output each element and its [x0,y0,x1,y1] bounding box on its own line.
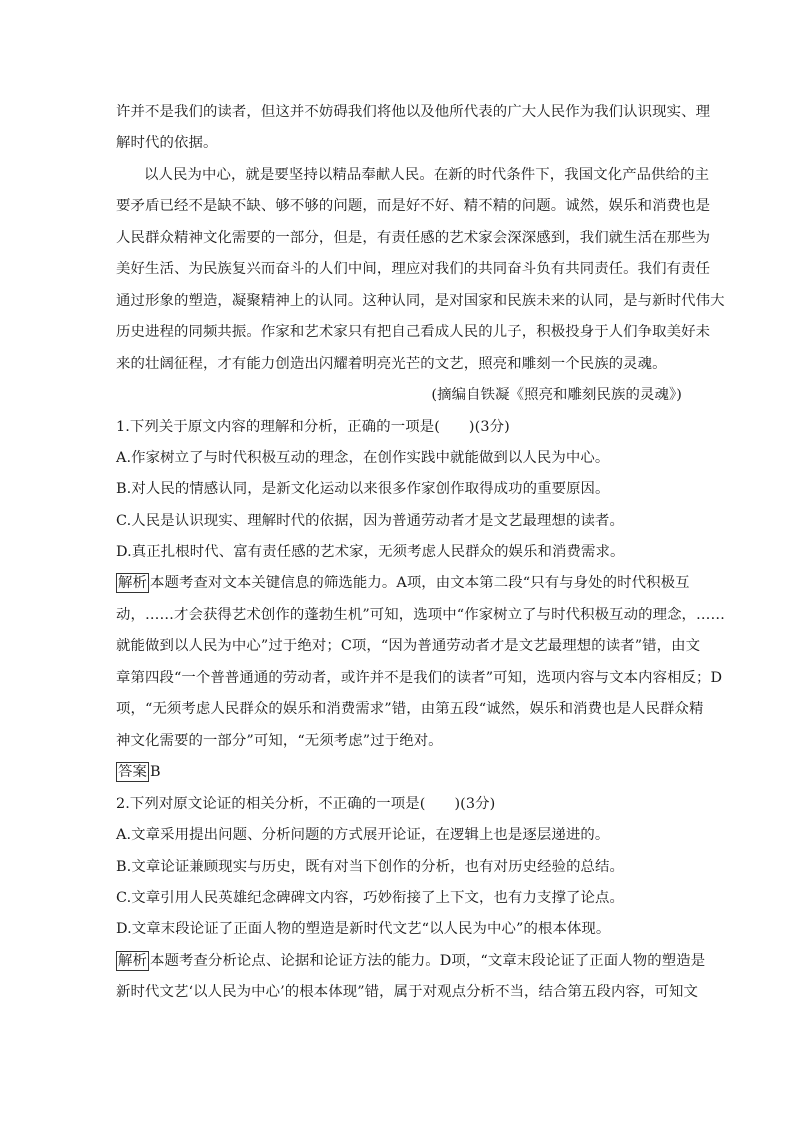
source-citation: (摘编自铁凝《照亮和雕刻民族的灵魂》) [431,387,682,403]
question-2-stem: 2.下列对原文论证的相关分析，不正确的一项是( )(3分) [116,796,496,812]
q1-analysis-line: 动，……才会获得艺术创作的蓬勃生机”可知，选项中“作家树立了与时代积极互动的理念，…… [116,607,726,623]
passage-line: 要矛盾已经不是缺不缺、够不够的问题，而是好不好、精不精的问题。诚然，娱乐和消费也是 [116,198,711,214]
passage-line: 通过形象的塑造，凝聚精神上的认同。这种认同，是对国家和民族未来的认同，是与新时代伟大 [116,293,725,309]
q1-analysis-text: 本题考查对文本关键信息的筛选能力。A项，由文本第二段“只有与身处的时代积极互 [149,575,690,591]
q2-option-d: D.文章末段论证了正面人物的塑造是新时代文艺“以人民为中心”的根本体现。 [116,921,611,937]
q2-option-c: C.文章引用人民英雄纪念碑碑文内容，巧妙衔接了上下文，也有力支撑了论点。 [116,890,624,906]
q2-analysis-line: 新时代文艺‘以人民为中心’的根本体现”错，属于对观点分析不当，结合第五段内容，可知文 [116,984,698,1000]
q2-analysis-text: 本题考查分析论点、论据和论证方法的能力。D项，“文章末段论证了正面人物的塑造是 [149,953,706,969]
q2-option-a: A.文章采用提出问题、分析问题的方式展开论证，在逻辑上也是逐层递进的。 [116,827,610,843]
q1-option-c: C.人民是认识现实、理解时代的依据，因为普通劳动者才是文艺最理想的读者。 [116,513,624,529]
passage-line: 历史进程的同频共振。作家和艺术家只有把自己看成人民的儿子，积极投身于人们争取美好未 [116,324,711,340]
q2-analysis-line [116,951,706,971]
q2-option-b: B.文章论证兼顾现实与历史，既有对当下创作的分析，也有对历史经验的总结。 [116,859,625,875]
q1-answer-line [116,762,682,782]
q1-option-a: A.作家树立了与时代积极互动的理念，在创作实践中就能做到以人民为中心。 [116,450,610,466]
q1-answer-value: B [149,764,161,780]
passage-line: 以人民为中心，就是要坚持以精品奉献人民。在新的时代条件下，我国文化产品供给的主 [144,167,710,183]
q1-analysis-line: 章第四段“一个普普通通的劳动者，或许并不是我们的读者”可知，选项内容与文本内容相反；D [116,670,723,686]
q1-analysis-line: 神文化需要的一部分”可知，“无须考虑”过于绝对。 [116,733,443,749]
question-1-stem: 1.下列关于原文内容的理解和分析，正确的一项是( )(3分) [116,419,510,435]
answer-tag: 答案 [118,764,147,780]
passage-line: 来的壮阔征程，才有能力创造出闪耀着明亮光芒的文艺，照亮和雕刻一个民族的灵魂。 [116,356,667,372]
passage-line: 解时代的依据。 [116,135,218,151]
q1-analysis-line: 项，“无须考虑人民群众的娱乐和消费需求”错，由第五段“诚然，娱乐和消费也是人民群众精 [116,701,704,717]
passage-line: 人民群众精神文化需要的一部分，但是，有责任感的艺术家会深深感到，我们就生活在那些为 [116,230,711,246]
q1-option-b: B.对人民的情感认同，是新文化运动以来很多作家创作取得成功的重要原因。 [116,481,610,497]
q1-analysis-line: 就能做到以人民为中心”过于绝对；C项，“因为普通劳动者才是文艺最理想的读者”错，由文 [116,638,701,654]
q1-option-d: D.真正扎根时代、富有责任感的艺术家，无须考虑人民群众的娱乐和消费需求。 [116,544,625,560]
analysis-tag: 解析 [118,575,147,591]
passage-line: 许并不是我们的读者，但这并不妨碍我们将他以及他所代表的广大人民作为我们认识现实、理 [116,104,711,120]
q1-analysis-line [116,573,690,593]
analysis-tag: 解析 [118,953,147,969]
passage-line: 美好生活、为民族复兴而奋斗的人们中间，理应对我们的共同奋斗负有共同责任。我们有责任 [116,261,711,277]
